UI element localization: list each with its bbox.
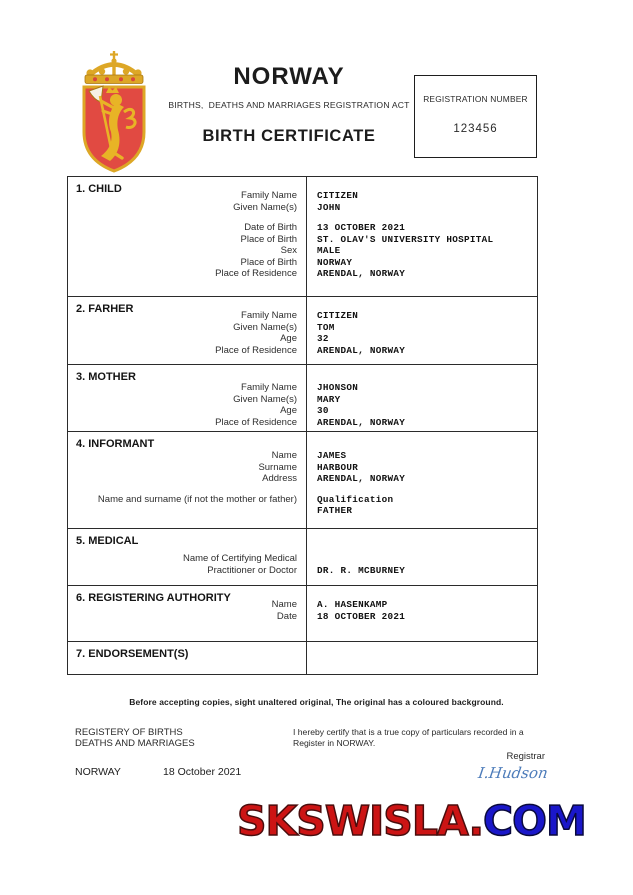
field-label: Place of Birth xyxy=(240,233,297,245)
issue-date: 18 October 2021 xyxy=(163,766,242,778)
field-value: ARENDAL, NORWAY xyxy=(317,268,406,279)
watermark-dot: . xyxy=(468,797,484,845)
field-label xyxy=(68,505,297,517)
section-heading: 2. FARHER xyxy=(76,303,134,315)
field-label: Date xyxy=(276,610,297,622)
section-medical xyxy=(68,528,537,585)
field-label: Name xyxy=(271,450,297,461)
section-value-cell xyxy=(307,432,537,528)
field-label: Place of Residence xyxy=(215,416,297,428)
field-label: Age xyxy=(280,333,297,344)
field-label: Family Name xyxy=(241,382,297,393)
field-value: FATHER xyxy=(317,505,353,516)
section-value-cell xyxy=(307,297,537,364)
field-value: CITIZEN xyxy=(317,310,359,321)
field-value: JHONSON xyxy=(317,382,359,393)
registrar-label: Registrar xyxy=(506,751,545,762)
field-values xyxy=(307,365,537,428)
field-label: Given Name(s) xyxy=(233,393,297,405)
field-label: Name and surname (if not the mother or father) xyxy=(97,493,297,505)
field-label: Name of Certifying Medical xyxy=(182,553,297,564)
section-label-cell xyxy=(68,177,307,296)
field-value: JAMES xyxy=(317,450,347,461)
certify-line-2: Register in NORWAY. xyxy=(293,737,376,748)
section-heading: 1. CHILD xyxy=(76,183,122,195)
watermark-left: SKSWISLA xyxy=(237,797,469,845)
field-value: HARBOUR xyxy=(317,461,359,473)
registration-number-box xyxy=(414,75,537,158)
field-value: DR. R. MCBURNEY xyxy=(317,564,406,576)
title-block xyxy=(163,64,415,146)
field-value: MALE xyxy=(317,245,341,256)
certificate-table xyxy=(67,176,538,675)
field-values xyxy=(307,586,537,622)
field-value: JOHN xyxy=(317,201,341,213)
field-value: ST. OLAV'S UNIVERSITY HOSPITAL xyxy=(317,233,494,245)
field-values xyxy=(307,177,537,280)
field-label: Place of Birth xyxy=(240,256,297,268)
section-value-cell xyxy=(307,177,537,296)
section-value-cell xyxy=(307,365,537,431)
section-endorsements xyxy=(68,641,537,674)
issue-place: NORWAY xyxy=(75,766,121,778)
field-value: 30 xyxy=(317,405,329,416)
copies-notice: Before accepting copies, sight unaltered original, The original has a coloured background. xyxy=(129,697,504,707)
field-value: 18 OCTOBER 2021 xyxy=(317,610,406,622)
field-label: Age xyxy=(280,405,297,416)
document-title: BIRTH CERTIFICATE xyxy=(202,127,376,145)
section-heading: 3. MOTHER xyxy=(76,371,136,383)
field-label: Practitioner or Doctor xyxy=(207,564,297,576)
field-value: ARENDAL, NORWAY xyxy=(317,473,406,484)
section-informant xyxy=(68,431,537,528)
section-label-cell xyxy=(68,642,307,674)
section-registering-authority xyxy=(68,585,537,641)
registry-line-1: REGISTERY OF BIRTHS xyxy=(75,727,183,738)
section-label-cell xyxy=(68,432,307,528)
field-label: Family Name xyxy=(241,190,297,201)
norway-coat-of-arms-icon xyxy=(70,50,158,174)
field-value: MARY xyxy=(317,393,341,405)
section-value-cell xyxy=(307,586,537,641)
field-value: ARENDAL, NORWAY xyxy=(317,416,406,428)
field-label: Sex xyxy=(280,245,297,256)
field-label: Date of Birth xyxy=(244,222,297,233)
field-label: Given Name(s) xyxy=(233,321,297,333)
section-label-cell xyxy=(68,529,307,585)
section-label-cell xyxy=(68,586,307,641)
section-heading: 5. MEDICAL xyxy=(76,535,139,547)
field-value: CITIZEN xyxy=(317,190,359,201)
registration-act-line: BIRTHS, DEATHS AND MARRIAGES REGISTRATION ACT xyxy=(168,100,410,110)
field-value: 32 xyxy=(317,333,329,344)
registration-number-label: REGISTRATION NUMBER xyxy=(423,94,528,104)
field-value xyxy=(317,485,537,494)
field-values xyxy=(307,529,537,576)
field-value: 13 OCTOBER 2021 xyxy=(317,222,406,233)
section-value-cell xyxy=(307,529,537,585)
field-value xyxy=(317,553,537,565)
registry-line-2: DEATHS AND MARRIAGES xyxy=(75,738,195,749)
field-label xyxy=(68,485,297,494)
registry-block xyxy=(75,727,195,749)
field-label: Address xyxy=(262,473,297,484)
field-values xyxy=(307,432,537,517)
watermark xyxy=(237,797,586,845)
field-label: Surname xyxy=(258,461,297,473)
field-label: Given Name(s) xyxy=(233,201,297,213)
field-label: Place of Residence xyxy=(215,344,297,356)
section-value-cell xyxy=(307,642,537,674)
field-value: A. HASENKAMP xyxy=(317,599,388,610)
section-heading: 4. INFORMANT xyxy=(76,438,155,450)
certify-line-1: I hereby certify that is a true copy of particulars recorded in a xyxy=(293,727,524,737)
section-heading: 7. ENDORSEMENT(S) xyxy=(76,648,189,660)
section-mother xyxy=(68,364,537,431)
field-value: NORWAY xyxy=(317,256,353,268)
registration-number-value: 123456 xyxy=(453,123,498,135)
field-label: Name xyxy=(271,599,297,610)
section-heading: 6. REGISTERING AUTHORITY xyxy=(76,592,231,604)
field-value: Qualification xyxy=(317,493,394,505)
country-title: NORWAY xyxy=(233,63,345,90)
registrar-signature: I.Hudson xyxy=(477,764,549,782)
field-label: Place of Residence xyxy=(215,268,297,279)
field-values xyxy=(307,297,537,356)
field-label xyxy=(68,213,297,222)
certify-statement xyxy=(293,727,561,748)
section-child xyxy=(68,177,537,296)
watermark-right: COM xyxy=(483,797,586,845)
section-father xyxy=(68,296,537,364)
field-value: TOM xyxy=(317,321,335,333)
section-label-cell xyxy=(68,297,307,364)
field-label: Family Name xyxy=(241,310,297,321)
field-value xyxy=(317,213,537,222)
section-label-cell xyxy=(68,365,307,431)
field-value: ARENDAL, NORWAY xyxy=(317,344,406,356)
